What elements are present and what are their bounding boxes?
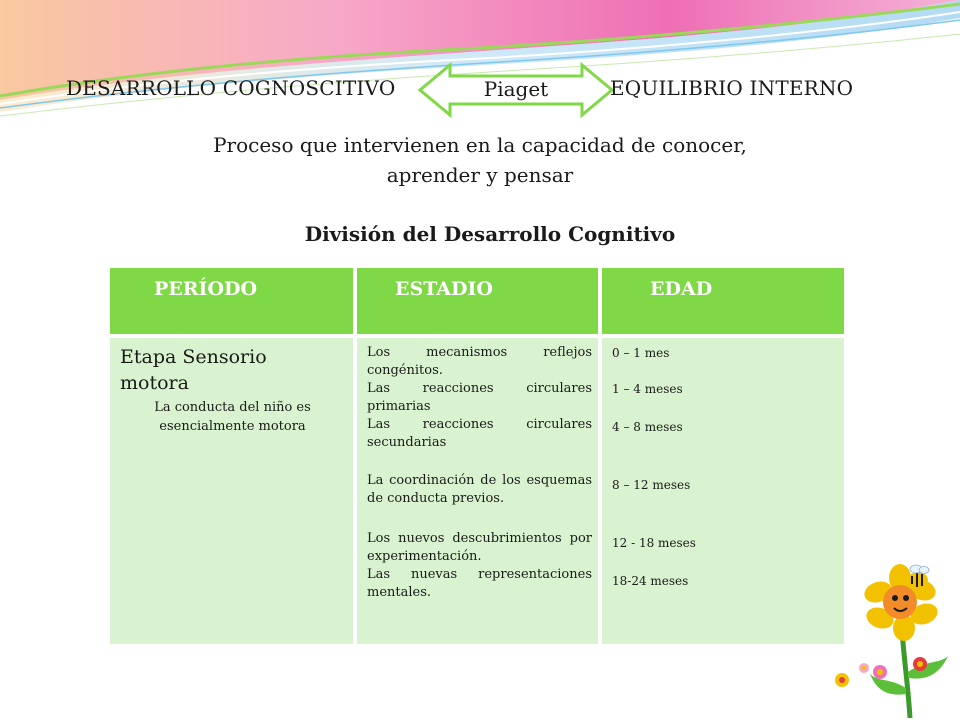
development-table <box>110 268 844 644</box>
age-item: 0 – 1 mes <box>612 346 670 360</box>
definition-line-1: Proceso que intervienen en la capacidad de conocer, <box>213 133 747 157</box>
definition-text <box>160 130 800 190</box>
period-cell <box>110 338 353 644</box>
age-item: 12 - 18 meses <box>612 536 696 550</box>
stage-item: Los mecanismos reflejos congénitos. <box>367 345 592 378</box>
header-label-period: PERÍODO <box>154 278 258 300</box>
table-title: División del Desarrollo Cognitivo <box>304 222 676 246</box>
header-label-stage: ESTADIO <box>395 278 493 300</box>
age-item: 4 – 8 meses <box>612 420 683 434</box>
stage-item: Las nuevas representaciones mentales. <box>367 567 592 600</box>
period-description: La conducta del niño es esencialmente motora <box>154 400 311 434</box>
header-cell-stage <box>357 268 598 334</box>
age-item: 18-24 meses <box>612 574 689 588</box>
stage-cell <box>357 338 598 644</box>
age-item: 1 – 4 meses <box>612 382 683 396</box>
stage-item: Los nuevos descubrimientos por experimentación. <box>367 531 592 564</box>
header-cell-period <box>110 268 353 334</box>
period-name: Etapa Sensorio motora <box>120 346 267 394</box>
stage-item: La coordinación de los esquemas de conducta previos. <box>367 473 592 506</box>
stage-item: Las reacciones circulares primarias <box>367 381 592 414</box>
header-cell-age <box>602 268 844 334</box>
stage-item: Las reacciones circulares secundarias <box>367 417 592 450</box>
header-label-age: EDAD <box>650 278 713 300</box>
age-cell <box>602 338 844 644</box>
header-left-title: DESARROLLO COGNOSCITIVO <box>66 76 396 100</box>
definition-line-2: aprender y pensar <box>386 163 574 187</box>
flower-bee-clipart <box>830 560 960 720</box>
header-center-label: Piaget <box>483 77 549 101</box>
header-right-title: EQUILIBRIO INTERNO <box>610 76 854 100</box>
age-item: 8 – 12 meses <box>612 478 691 492</box>
